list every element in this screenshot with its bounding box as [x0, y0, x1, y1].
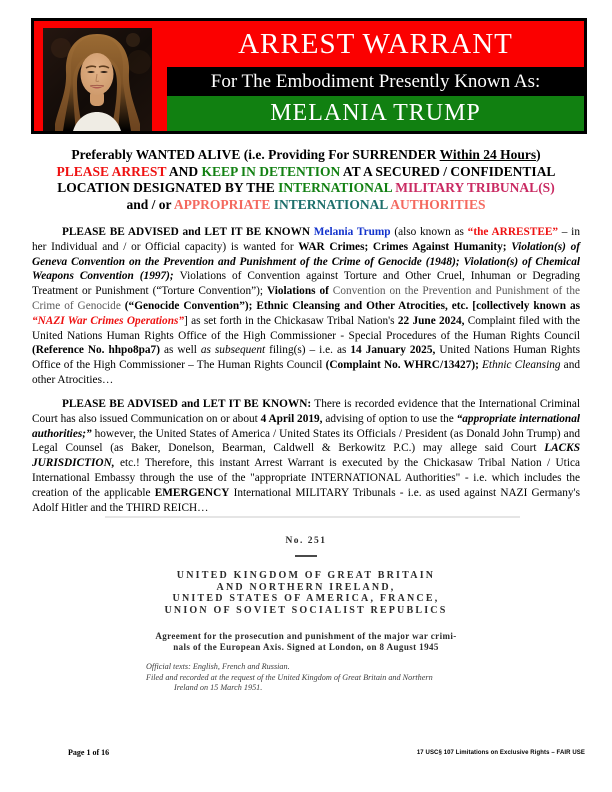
text-segment: however, the United States of America / United States its Officials / President (as Donald John Trump) and Legal Counsel (as Baker, Donelson, Bearman, Caldwell & Berkowitz P.C.) may allege said Court	[32, 427, 580, 455]
text-segment: Violations of	[266, 285, 333, 298]
treaty-note-line: Official texts: English, French and Russian.	[146, 662, 290, 671]
treaty-notes	[86, 662, 526, 694]
treaty-rule	[295, 555, 317, 557]
section-divider	[105, 516, 520, 518]
wanted-notice	[30, 147, 582, 213]
text-segment: 14 January 2025,	[350, 344, 436, 357]
notice-line-3	[30, 180, 582, 197]
text-segment: Complaint filed with the United Nations Human Rights Office of the High Commissioner - Special Procedures of the Human Rights Council	[32, 314, 580, 342]
arrest-warrant-title: ARREST WARRANT	[167, 21, 584, 67]
treaty-title-line: nals of the European Axis. Signed at London, on 8 August 1945	[173, 642, 439, 652]
treaty-title-line: Agreement for the prosecution and punishment of the major war crimi-	[155, 631, 457, 641]
text-segment: (also known as	[394, 226, 468, 238]
text-segment: as well	[159, 344, 201, 357]
text-segment: United Nations Human Rights Office of the High Commissioner – The Human Rights Council	[32, 344, 580, 372]
text-segment: MILITARY TRIBUNAL(S)	[395, 180, 555, 195]
footer-page-number: Page 1 of 16	[68, 748, 110, 757]
text-segment: LACKS JURISDICTION,	[32, 442, 580, 470]
header-banner	[31, 18, 587, 134]
text-segment: )	[536, 147, 541, 162]
text-segment: PLEASE ARREST	[56, 163, 167, 179]
text-segment: (“Genocide Convention”); Ethnic Cleansing and Other Atrocities, etc. [collectively known as	[124, 299, 580, 312]
treaty-party-line: UNION OF SOVIET SOCIALIST REPUBLICS	[164, 604, 448, 616]
text-segment: (Reference No. hhpo8pa7)	[32, 344, 160, 357]
text-segment: AND	[166, 163, 202, 179]
text-segment: etc.! Therefore, this instant Arrest Warrant is executed by the Chickasaw Tribal Nation / Utica International Embassy through the use of the "appropriate INTERNATIONAL Authorities" - i.e. which includes the creation of the applicable	[32, 457, 580, 499]
text-segment: “the ARRESTEE”	[467, 226, 559, 238]
text-segment: Convention on the Prevention and Punishment of the Crime of Genocide	[32, 285, 580, 312]
text-segment: as subsequent	[200, 344, 266, 357]
text-segment: and other Atrocities…	[32, 359, 580, 386]
body-paragraph-2	[32, 397, 580, 515]
treaty-note-line: Filed and recorded at the request of the United Kingdom of Great Britain and Northern	[146, 672, 433, 682]
treaty-party-line: UNITED STATES OF AMERICA, FRANCE,	[172, 593, 440, 604]
text-segment: 4 April 2019,	[260, 412, 323, 425]
text-segment: Violation(s) of Geneva Convention on the Prevention and Punishment of the Crime of Genocide (1948); Violation(s) of Chemical Weapons Convention (1997);	[32, 240, 580, 283]
suspect-name: MELANIA TRUMP	[167, 96, 584, 131]
notice-line-2	[30, 164, 582, 181]
text-segment: Ethnic Cleansing	[482, 359, 561, 372]
text-segment: “appropriate international authorities;”	[32, 412, 580, 440]
text-segment: LOCATION DESIGNATED BY THE	[57, 180, 279, 195]
treaty-title	[86, 631, 526, 653]
text-segment: There is recorded evidence that the International Criminal Court has also issued Communication on or about	[32, 398, 580, 425]
text-segment: – in her Individual and / or Official capacity) is wanted for	[32, 226, 580, 253]
treaty-party-line: UNITED KINGDOM OF GREAT BRITAIN	[176, 570, 436, 581]
treaty-parties	[86, 570, 526, 616]
text-segment: AT A SECURED / CONFIDENTIAL	[340, 163, 556, 179]
treaty-document-excerpt	[86, 536, 526, 694]
text-segment: Melania Trump	[313, 226, 395, 238]
text-segment: INTERNATIONAL	[273, 196, 391, 212]
text-segment: ] as set forth in the Chickasaw Tribal Nation's	[184, 314, 398, 327]
embodiment-subtitle: For The Embodiment Presently Known As:	[167, 67, 584, 96]
text-segment: Preferably WANTED ALIVE (i.e. Providing For SURRENDER	[71, 147, 440, 162]
text-segment: Within 24 Hours	[439, 147, 537, 162]
text-segment: advising of option to use the	[322, 412, 457, 425]
body-paragraph-1	[32, 225, 580, 388]
notice-line-4	[30, 197, 582, 214]
text-segment: AUTHORITIES	[390, 196, 486, 212]
text-segment: KEEP IN DETENTION	[201, 163, 341, 179]
text-segment: and / or	[126, 196, 174, 212]
header-title-bands	[167, 21, 584, 131]
text-segment: EMERGENCY	[154, 486, 230, 499]
suspect-photo	[43, 28, 152, 131]
notice-line-1	[30, 147, 582, 164]
text-segment: (Complaint No. WHRC/13427);	[325, 359, 483, 372]
suspect-photo-frame	[34, 21, 167, 131]
text-segment: 22 June 2024,	[397, 314, 465, 327]
treaty-note-line: Ireland on 15 March 1951.	[174, 683, 263, 692]
footer-fair-use-notice: 17 USC§ 107 Limitations on Exclusive Rights – FAIR USE	[416, 750, 585, 756]
treaty-number: No. 251	[285, 536, 327, 546]
text-segment: filing(s) – i.e. as	[265, 344, 351, 357]
text-segment: WAR Crimes; Crimes Against Humanity;	[298, 240, 512, 253]
text-segment: INTERNATIONAL	[278, 180, 396, 195]
text-segment: Violations of Convention against Torture and Other Cruel, Inhuman or Degrading Treatment or Punishment (“Torture Convention”);	[32, 270, 580, 298]
text-segment: International MILITARY Tribunals - i.e. as used against NAZI Germany's Adolf Hitler and the THIRD REICH…	[32, 486, 580, 514]
text-segment: “NAZI War Crimes Operations”	[32, 314, 185, 327]
text-segment: PLEASE BE ADVISED and LET IT BE KNOWN:	[62, 398, 312, 410]
text-segment: PLEASE BE ADVISED and LET IT BE KNOWN	[62, 226, 314, 238]
text-segment: APPROPRIATE	[173, 196, 274, 212]
treaty-party-line: AND NORTHERN IRELAND,	[216, 581, 396, 593]
